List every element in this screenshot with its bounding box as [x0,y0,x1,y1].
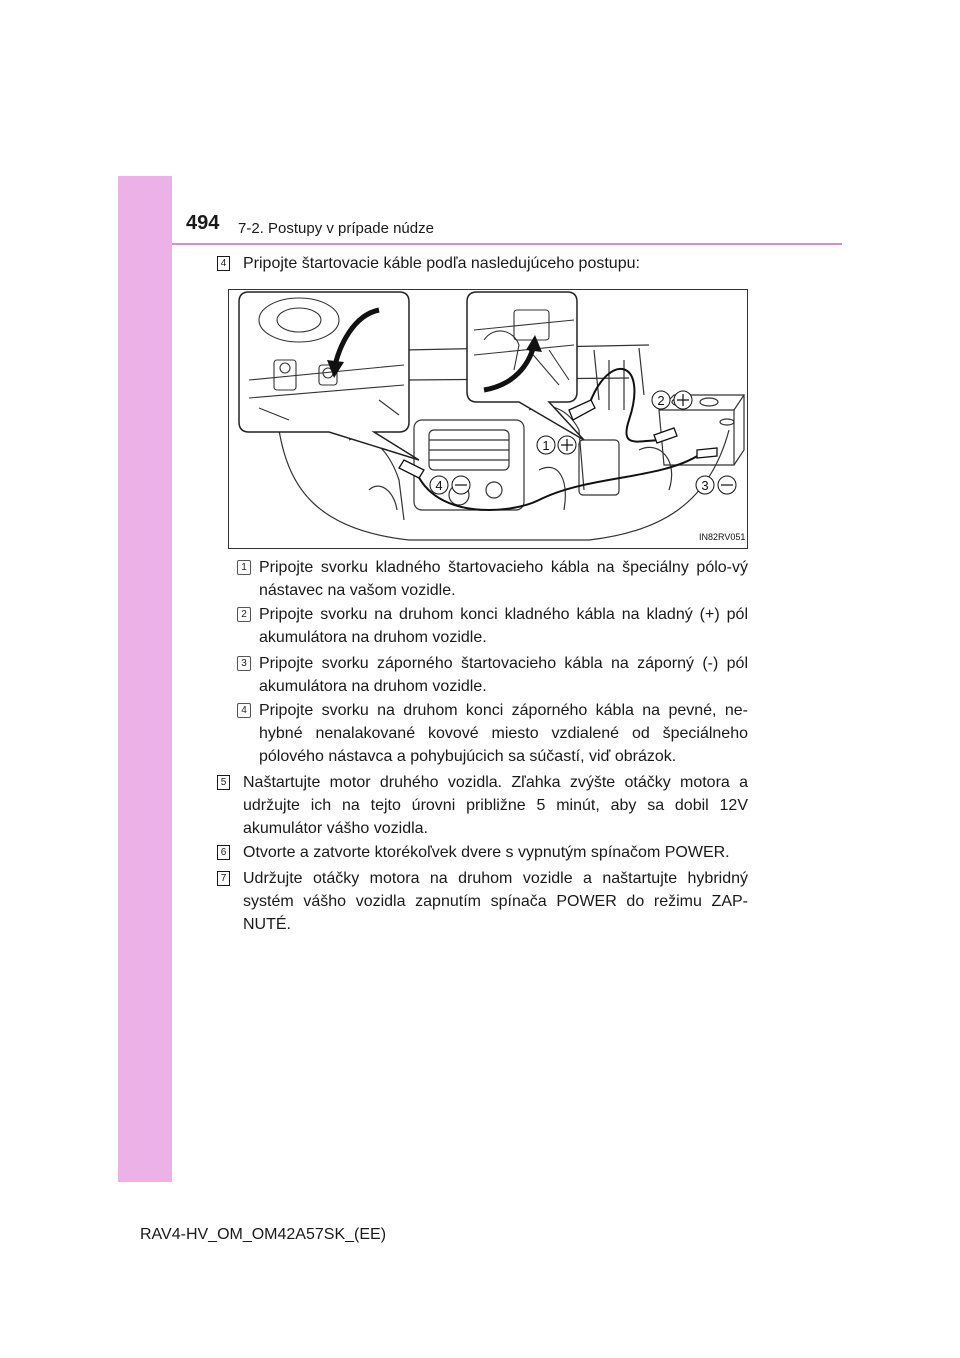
substep-2-text: Pripojte svorku na druhom konci kladného kábla na kladný (+) pól akumulátora na druhom vozidle. [259,606,748,646]
callout-4: 4 [435,478,443,493]
step-6-text: Otvorte a zatvorte ktorékoľvek dvere s vypnutým spínačom POWER. [243,844,730,861]
jump-start-illustration [228,289,748,549]
page-number: 494 [186,212,220,234]
step-5-text: Naštartujte motor druhého vozidla. Zľahka zvýšte otáčky motora a udržujte ich na tejto úrovni približne 5 minút, aby sa dobil 12V akumulátor vášho vozidla. [243,774,748,837]
substep-4-text: Pripojte svorku na druhom konci záporného kábla na pevné, ne-hybné nenalakované kovové miesto vzdialené od špeciálneho pólového nástavca a pohybujúcich sa súčastí, viď obrázok. [259,702,748,765]
substep-1-text: Pripojte svorku kladného štartovacieho kábla na špeciálny pólo-vý nástavec na vašom vozidle. [259,559,748,599]
step-number-7: 7 [217,871,230,886]
substep-number-1: 1 [237,560,251,575]
step-number-4: 4 [217,256,230,271]
substep-number-3: 3 [237,656,251,671]
substep-number-4: 4 [237,703,251,718]
callout-3: 3 [701,478,709,493]
document-footer: RAV4-HV_OM_OM42A57SK_(EE) [140,1226,387,1243]
step-4-text: Pripojte štartovacie káble podľa nasledujúceho postupu: [243,255,640,272]
figure-code: IN82RV051 [699,532,746,542]
callout-1: 1 [542,438,550,453]
callout-2: 2 [657,393,665,408]
substep-3-text: Pripojte svorku záporného štartovacieho kábla na záporný (-) pól akumulátora na druhom vozidle. [259,655,748,695]
step-number-6: 6 [217,845,230,860]
step-number-5: 5 [217,775,230,790]
chapter-sidebar-tab [118,176,172,1182]
section-title: 7-2. Postupy v prípade núdze [238,220,434,237]
engine-bay-drawing [229,290,747,548]
step-7-text: Udržujte otáčky motora na druhom vozidle a naštartujte hybridný systém vášho vozidla zapnutím spínača POWER do režimu ZAP-NUTÉ. [243,870,748,933]
substep-number-2: 2 [237,607,251,622]
header-divider [172,243,842,245]
